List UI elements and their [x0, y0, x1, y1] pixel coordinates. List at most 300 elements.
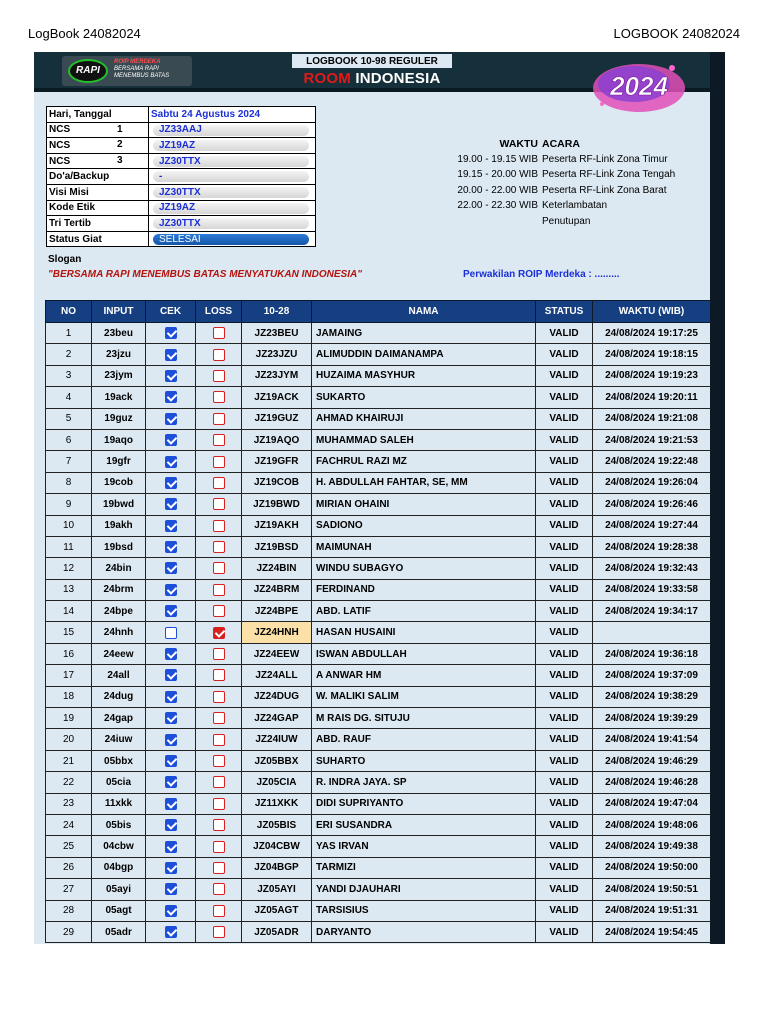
loss-checkbox[interactable]: [213, 349, 225, 361]
info-value: JZ33AAJ: [149, 122, 316, 138]
cell-callsign: JZ05AYI: [242, 879, 312, 900]
cell-callsign: JZ19BSD: [242, 536, 312, 557]
cell-no: 1: [46, 323, 92, 344]
table-row: [46, 857, 711, 878]
cell-no: 24: [46, 814, 92, 835]
cell-loss: [196, 472, 242, 493]
cell-nama: HUZAIMA MASYHUR: [312, 365, 536, 386]
cell-callsign: JZ23BEU: [242, 323, 312, 344]
cell-cek: [146, 793, 196, 814]
cell-loss: [196, 686, 242, 707]
cell-loss: [196, 622, 242, 643]
schedule-head-waktu: WAKTU: [499, 138, 538, 150]
schedule-head-acara: ACARA: [542, 138, 580, 150]
cell-loss: [196, 601, 242, 622]
cell-waktu: 24/08/2024 19:51:31: [593, 900, 711, 921]
cell-status: VALID: [536, 686, 593, 707]
cek-checkbox[interactable]: [165, 819, 177, 831]
info-row: [47, 122, 316, 138]
table-row: [46, 601, 711, 622]
loss-checkbox[interactable]: [213, 562, 225, 574]
cell-nama: MAIMUNAH: [312, 536, 536, 557]
loss-checkbox[interactable]: [213, 712, 225, 724]
cek-checkbox[interactable]: [165, 862, 177, 874]
cell-no: 28: [46, 900, 92, 921]
cell-waktu: 24/08/2024 19:26:46: [593, 494, 711, 515]
cell-callsign: JZ24BRM: [242, 579, 312, 600]
info-key: Tri Tertib: [47, 216, 149, 232]
info-key-number: 1: [117, 123, 123, 135]
cell-callsign: JZ19ACK: [242, 387, 312, 408]
cell-no: 4: [46, 387, 92, 408]
info-value: -: [149, 169, 316, 185]
cell-cek: [146, 921, 196, 942]
info-value: JZ19AZ: [149, 200, 316, 216]
table-row: [46, 387, 711, 408]
year-2024-logo: [588, 54, 690, 118]
cell-input: 23beu: [92, 323, 146, 344]
schedule-waktu: 22.00 - 22.30 WIB: [457, 200, 538, 211]
loss-checkbox[interactable]: [213, 755, 225, 767]
cell-status: VALID: [536, 879, 593, 900]
cell-loss: [196, 921, 242, 942]
cek-checkbox[interactable]: [165, 413, 177, 425]
cell-callsign: JZ23JYM: [242, 365, 312, 386]
cell-nama: ABD. RAUF: [312, 729, 536, 750]
cell-input: 24all: [92, 665, 146, 686]
schedule-acara: Peserta RF-Link Zona Barat: [542, 184, 667, 196]
cell-input: 19guz: [92, 408, 146, 429]
cell-status: VALID: [536, 408, 593, 429]
info-key: Hari, Tanggal: [47, 107, 149, 123]
cek-checkbox[interactable]: [165, 370, 177, 382]
column-header: INPUT: [92, 301, 146, 323]
cell-callsign: JZ05AGT: [242, 900, 312, 921]
loss-checkbox[interactable]: [213, 691, 225, 703]
cell-cek: [146, 622, 196, 643]
loss-checkbox[interactable]: [213, 520, 225, 532]
cell-loss: [196, 665, 242, 686]
right-edge-bar: [710, 52, 725, 944]
cell-cek: [146, 729, 196, 750]
cell-status: VALID: [536, 536, 593, 557]
cell-waktu: 24/08/2024 19:48:06: [593, 814, 711, 835]
cell-callsign: JZ24EEW: [242, 643, 312, 664]
cell-input: 05agt: [92, 900, 146, 921]
cell-nama: HASAN HUSAINI: [312, 622, 536, 643]
loss-checkbox[interactable]: [213, 862, 225, 874]
cell-status: VALID: [536, 558, 593, 579]
cell-nama: YAS IRVAN: [312, 836, 536, 857]
cell-status: VALID: [536, 622, 593, 643]
page-header: [28, 26, 740, 42]
cell-no: 14: [46, 601, 92, 622]
schedule-acara: Peserta RF-Link Zona Timur: [542, 153, 668, 165]
cell-cek: [146, 515, 196, 536]
cell-no: 23: [46, 793, 92, 814]
cell-status: VALID: [536, 323, 593, 344]
cell-status: VALID: [536, 601, 593, 622]
table-row: [46, 729, 711, 750]
cell-no: 21: [46, 750, 92, 771]
info-key: NCS 2: [47, 138, 149, 154]
cell-waktu: 24/08/2024 19:46:28: [593, 772, 711, 793]
column-header: CEK: [146, 301, 196, 323]
cell-no: 22: [46, 772, 92, 793]
cell-cek: [146, 643, 196, 664]
loss-checkbox[interactable]: [213, 584, 225, 596]
cell-no: 18: [46, 686, 92, 707]
cell-nama: AHMAD KHAIRUJI: [312, 408, 536, 429]
cell-waktu: 24/08/2024 19:33:58: [593, 579, 711, 600]
cell-cek: [146, 879, 196, 900]
cek-checkbox[interactable]: [165, 841, 177, 853]
cek-checkbox[interactable]: [165, 541, 177, 553]
cell-callsign: JZ19GUZ: [242, 408, 312, 429]
cek-checkbox[interactable]: [165, 327, 177, 339]
loss-checkbox[interactable]: [213, 498, 225, 510]
loss-checkbox[interactable]: [213, 370, 225, 382]
cell-status: VALID: [536, 665, 593, 686]
info-key: Visi Misi: [47, 184, 149, 200]
room-title: ROOM INDONESIA: [303, 70, 441, 87]
table-row: [46, 900, 711, 921]
loss-checkbox[interactable]: [213, 627, 225, 639]
cell-input: 24gap: [92, 708, 146, 729]
cell-input: 05bbx: [92, 750, 146, 771]
cek-checkbox[interactable]: [165, 669, 177, 681]
loss-checkbox[interactable]: [213, 477, 225, 489]
info-key: NCS 3: [47, 153, 149, 169]
cell-nama: ALIMUDDIN DAIMANAMPA: [312, 344, 536, 365]
cell-input: 24dug: [92, 686, 146, 707]
cell-nama: DIDI SUPRIYANTO: [312, 793, 536, 814]
info-value: Sabtu 24 Agustus 2024: [149, 107, 316, 123]
cell-input: 11xkk: [92, 793, 146, 814]
table-row: [46, 494, 711, 515]
cek-checkbox[interactable]: [165, 712, 177, 724]
cell-status: VALID: [536, 494, 593, 515]
cell-loss: [196, 643, 242, 664]
loss-checkbox[interactable]: [213, 926, 225, 938]
cell-no: 5: [46, 408, 92, 429]
cell-input: 19gfr: [92, 451, 146, 472]
cell-waktu: 24/08/2024 19:38:29: [593, 686, 711, 707]
cell-waktu: 24/08/2024 19:39:29: [593, 708, 711, 729]
cell-nama: SUHARTO: [312, 750, 536, 771]
info-row: [47, 138, 316, 154]
info-row: [47, 153, 316, 169]
cell-loss: [196, 451, 242, 472]
cell-input: 24bpe: [92, 601, 146, 622]
info-row: [47, 169, 316, 185]
cell-callsign: JZ05CIA: [242, 772, 312, 793]
cell-nama: ABD. LATIF: [312, 601, 536, 622]
schedule-acara: Peserta RF-Link Zona Tengah: [542, 169, 676, 180]
info-key-number: 3: [117, 154, 123, 166]
cell-waktu: 24/08/2024 19:34:17: [593, 601, 711, 622]
cell-nama: ERI SUSANDRA: [312, 814, 536, 835]
cek-checkbox[interactable]: [165, 648, 177, 660]
cell-nama: A ANWAR HM: [312, 665, 536, 686]
cell-nama: H. ABDULLAH FAHTAR, SE, MM: [312, 472, 536, 493]
cek-checkbox[interactable]: [165, 605, 177, 617]
loss-checkbox[interactable]: [213, 734, 225, 746]
info-key: Do'a/Backup: [47, 169, 149, 185]
cell-callsign: JZ05ADR: [242, 921, 312, 942]
cell-loss: [196, 793, 242, 814]
cell-waktu: 24/08/2024 19:17:25: [593, 323, 711, 344]
cell-callsign: JZ05BBX: [242, 750, 312, 771]
cell-no: 20: [46, 729, 92, 750]
cell-cek: [146, 429, 196, 450]
cell-waktu: 24/08/2024 19:22:48: [593, 451, 711, 472]
table-row: [46, 536, 711, 557]
cell-callsign: JZ19COB: [242, 472, 312, 493]
cell-cek: [146, 536, 196, 557]
cell-input: 23jzu: [92, 344, 146, 365]
cell-loss: [196, 750, 242, 771]
cell-loss: [196, 494, 242, 515]
cell-status: VALID: [536, 515, 593, 536]
cell-waktu: 24/08/2024 19:36:18: [593, 643, 711, 664]
cell-waktu: 24/08/2024 19:50:00: [593, 857, 711, 878]
table-row: [46, 408, 711, 429]
cell-cek: [146, 836, 196, 857]
cell-nama: M RAIS DG. SITUJU: [312, 708, 536, 729]
table-row: [46, 772, 711, 793]
cell-input: 24bin: [92, 558, 146, 579]
cell-cek: [146, 408, 196, 429]
cell-loss: [196, 772, 242, 793]
loss-checkbox[interactable]: [213, 776, 225, 788]
info-row: [47, 231, 316, 247]
cek-checkbox[interactable]: [165, 349, 177, 361]
cell-nama: ISWAN ABDULLAH: [312, 643, 536, 664]
cell-waktu: 24/08/2024 19:50:51: [593, 879, 711, 900]
cell-nama: W. MALIKI SALIM: [312, 686, 536, 707]
cell-loss: [196, 365, 242, 386]
column-header: STATUS: [536, 301, 593, 323]
cell-callsign: JZ04BGP: [242, 857, 312, 878]
cell-input: 05bis: [92, 814, 146, 835]
cell-input: 19aqo: [92, 429, 146, 450]
cell-no: 25: [46, 836, 92, 857]
table-row: [46, 643, 711, 664]
cell-waktu: 24/08/2024 19:46:29: [593, 750, 711, 771]
cek-checkbox[interactable]: [165, 776, 177, 788]
cell-callsign: JZ24DUG: [242, 686, 312, 707]
cell-status: VALID: [536, 750, 593, 771]
cell-status: VALID: [536, 708, 593, 729]
cell-no: 10: [46, 515, 92, 536]
cell-loss: [196, 408, 242, 429]
cell-cek: [146, 365, 196, 386]
loss-checkbox[interactable]: [213, 819, 225, 831]
cell-nama: MUHAMMAD SALEH: [312, 429, 536, 450]
cek-checkbox[interactable]: [165, 477, 177, 489]
cell-status: VALID: [536, 451, 593, 472]
loss-checkbox[interactable]: [213, 327, 225, 339]
cell-input: 04bgp: [92, 857, 146, 878]
info-key: Status Giat: [47, 231, 149, 247]
cell-callsign: JZ05BIS: [242, 814, 312, 835]
cell-cek: [146, 472, 196, 493]
column-header: WAKTU (WIB): [593, 301, 711, 323]
slogan-text: "BERSAMA RAPI MENEMBUS BATAS MENYATUKAN INDONESIA": [48, 269, 362, 280]
cell-loss: [196, 879, 242, 900]
table-row: [46, 879, 711, 900]
cell-nama: MIRIAN OHAINI: [312, 494, 536, 515]
cell-waktu: 24/08/2024 19:21:53: [593, 429, 711, 450]
roip-logo-text: ROIP MERDEKA BERSAMA RAPI MENEMBUS BATAS: [114, 59, 170, 79]
cell-nama: SUKARTO: [312, 387, 536, 408]
cell-loss: [196, 900, 242, 921]
cell-waktu: 24/08/2024 19:41:54: [593, 729, 711, 750]
cek-checkbox[interactable]: [165, 520, 177, 532]
cek-checkbox[interactable]: [165, 498, 177, 510]
loss-checkbox[interactable]: [213, 541, 225, 553]
cell-waktu: 24/08/2024 19:21:08: [593, 408, 711, 429]
logbook-sheet: [34, 52, 724, 944]
cell-input: 19bsd: [92, 536, 146, 557]
cell-waktu: 24/08/2024 19:47:04: [593, 793, 711, 814]
cell-waktu: 24/08/2024 19:26:04: [593, 472, 711, 493]
cell-no: 3: [46, 365, 92, 386]
table-row: [46, 686, 711, 707]
loss-checkbox[interactable]: [213, 413, 225, 425]
cell-status: VALID: [536, 472, 593, 493]
cell-callsign: JZ19AQO: [242, 429, 312, 450]
cell-input: 04cbw: [92, 836, 146, 857]
cell-status: VALID: [536, 729, 593, 750]
loss-checkbox[interactable]: [213, 605, 225, 617]
cek-checkbox[interactable]: [165, 456, 177, 468]
cell-status: VALID: [536, 814, 593, 835]
cell-no: 29: [46, 921, 92, 942]
cell-input: 19ack: [92, 387, 146, 408]
cell-input: 24hnh: [92, 622, 146, 643]
cell-input: 19bwd: [92, 494, 146, 515]
cek-checkbox[interactable]: [165, 798, 177, 810]
cek-checkbox[interactable]: [165, 691, 177, 703]
cell-waktu: 24/08/2024 19:18:15: [593, 344, 711, 365]
info-row: [47, 216, 316, 232]
cell-loss: [196, 857, 242, 878]
table-row: [46, 836, 711, 857]
cell-cek: [146, 601, 196, 622]
info-value: SELESAI: [149, 231, 316, 247]
loss-checkbox[interactable]: [213, 456, 225, 468]
loss-checkbox[interactable]: [213, 391, 225, 403]
loss-checkbox[interactable]: [213, 669, 225, 681]
cek-checkbox[interactable]: [165, 562, 177, 574]
cell-callsign: JZ11XKK: [242, 793, 312, 814]
cell-input: 24iuw: [92, 729, 146, 750]
cek-checkbox[interactable]: [165, 734, 177, 746]
cek-checkbox[interactable]: [165, 926, 177, 938]
cell-no: 16: [46, 643, 92, 664]
cell-input: 24brm: [92, 579, 146, 600]
logbook-title: LOGBOOK 10-98 REGULER: [306, 56, 438, 67]
cek-checkbox[interactable]: [165, 883, 177, 895]
cell-loss: [196, 814, 242, 835]
table-row: [46, 344, 711, 365]
cell-cek: [146, 750, 196, 771]
cek-checkbox[interactable]: [165, 755, 177, 767]
cell-input: 05cia: [92, 772, 146, 793]
cell-callsign: JZ24BPE: [242, 601, 312, 622]
cell-cek: [146, 900, 196, 921]
cek-checkbox[interactable]: [165, 627, 177, 639]
cell-callsign: JZ19AKH: [242, 515, 312, 536]
cell-cek: [146, 686, 196, 707]
cell-cek: [146, 857, 196, 878]
cell-no: 7: [46, 451, 92, 472]
table-row: [46, 793, 711, 814]
cell-status: VALID: [536, 429, 593, 450]
loss-checkbox[interactable]: [213, 434, 225, 446]
cell-cek: [146, 772, 196, 793]
cell-callsign: JZ19BWD: [242, 494, 312, 515]
loss-checkbox[interactable]: [213, 883, 225, 895]
table-row: [46, 451, 711, 472]
page-header-right: LOGBOOK 24082024: [613, 26, 740, 41]
cell-input: 19akh: [92, 515, 146, 536]
loss-checkbox[interactable]: [213, 798, 225, 810]
info-value: JZ30TTX: [149, 216, 316, 232]
cell-nama: FACHRUL RAZI MZ: [312, 451, 536, 472]
cek-checkbox[interactable]: [165, 905, 177, 917]
cell-loss: [196, 558, 242, 579]
cek-checkbox[interactable]: [165, 434, 177, 446]
table-row: [46, 515, 711, 536]
cek-checkbox[interactable]: [165, 391, 177, 403]
loss-checkbox[interactable]: [213, 841, 225, 853]
cell-status: VALID: [536, 772, 593, 793]
cell-waktu: 24/08/2024 19:28:38: [593, 536, 711, 557]
cell-cek: [146, 814, 196, 835]
cell-status: VALID: [536, 836, 593, 857]
table-row: [46, 579, 711, 600]
table-row: [46, 365, 711, 386]
cell-loss: [196, 708, 242, 729]
table-row: [46, 921, 711, 942]
cell-loss: [196, 836, 242, 857]
cell-waktu: 24/08/2024 19:27:44: [593, 515, 711, 536]
cell-callsign: JZ24GAP: [242, 708, 312, 729]
column-header: NAMA: [312, 301, 536, 323]
loss-checkbox[interactable]: [213, 905, 225, 917]
cell-callsign: JZ24BIN: [242, 558, 312, 579]
cell-status: VALID: [536, 900, 593, 921]
info-value: JZ30TTX: [149, 153, 316, 169]
cell-cek: [146, 708, 196, 729]
cell-no: 17: [46, 665, 92, 686]
cell-status: VALID: [536, 344, 593, 365]
schedule-waktu: 19.15 - 20.00 WIB: [457, 169, 538, 180]
cell-no: 8: [46, 472, 92, 493]
cell-nama: FERDINAND: [312, 579, 536, 600]
column-header: LOSS: [196, 301, 242, 323]
cell-waktu: [593, 622, 711, 643]
info-key: Kode Etik: [47, 200, 149, 216]
cell-cek: [146, 451, 196, 472]
cek-checkbox[interactable]: [165, 584, 177, 596]
cell-no: 26: [46, 857, 92, 878]
loss-checkbox[interactable]: [213, 648, 225, 660]
schedule-acara: Penutupan: [542, 215, 591, 227]
